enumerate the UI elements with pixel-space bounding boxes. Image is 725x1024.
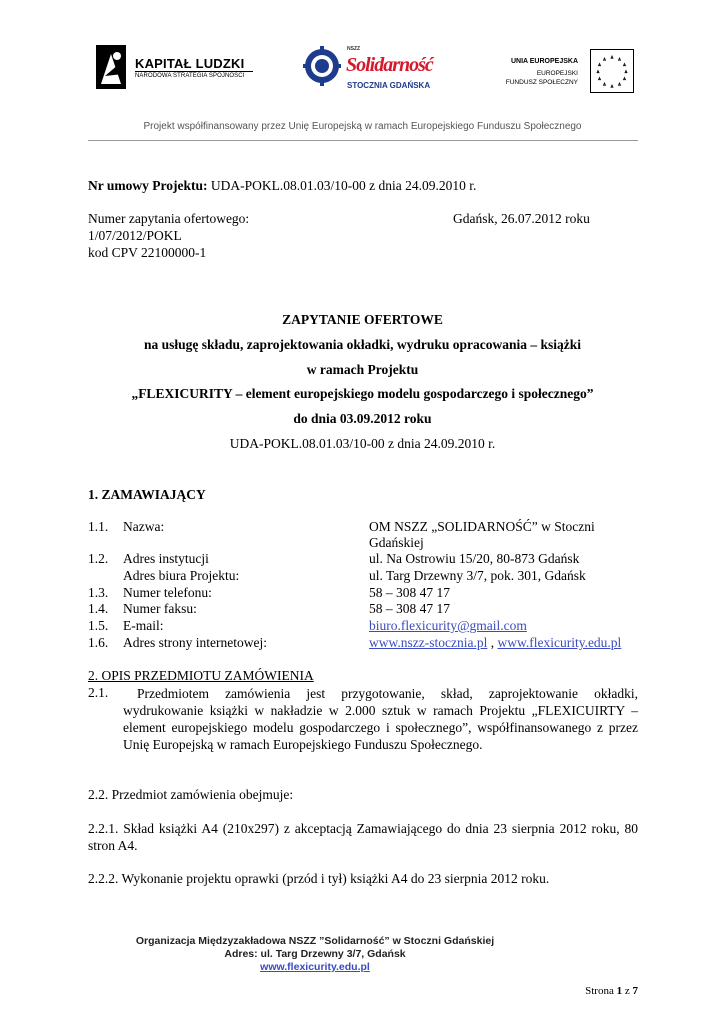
- page-prefix: Strona: [585, 985, 614, 997]
- ue-title: UNIA EUROPEJSKA: [510, 58, 578, 65]
- section1-heading: 1. ZAMAWIAJĄCY: [88, 487, 206, 502]
- footer-address: Adres: ul. Targ Drzewny 3/7, Gdańsk: [224, 948, 406, 960]
- email-link[interactable]: biuro.flexicurity@gmail.com: [369, 618, 527, 633]
- row-value: ul. Na Ostrowiu 15/20, 80-873 Gdańsk: [369, 551, 580, 566]
- solidarnosc-wordmark: Solidarność: [346, 54, 433, 76]
- row-num: 1.2.: [88, 551, 109, 566]
- website-link-flexicurity[interactable]: www.flexicurity.edu.pl: [497, 635, 622, 650]
- page-current: 1: [616, 985, 623, 997]
- place-date: Gdańsk, 26.07.2012 roku: [453, 211, 590, 226]
- row-value: 58 – 308 47 17: [369, 601, 450, 616]
- ue-subtitle-line2: FUNDUSZ SPOŁECZNY: [505, 79, 578, 86]
- row-label: Numer faksu:: [123, 601, 197, 616]
- row-num: 1.1.: [88, 519, 109, 534]
- ue-subtitle: [506, 69, 578, 87]
- row-label: Adres biura Projektu:: [123, 568, 240, 583]
- header-divider: [88, 140, 638, 141]
- eu-stars-icon: [591, 50, 633, 92]
- deadline: do dnia 03.09.2012 roku: [293, 411, 432, 426]
- kapital-ludzki-divider: [135, 71, 253, 72]
- page-total: 7: [632, 985, 638, 997]
- row-value: 58 – 308 47 17: [369, 585, 450, 600]
- solidarnosc-prefix: NSZZ: [347, 46, 361, 52]
- row-value: ul. Targ Drzewny 3/7, pok. 301, Gdańsk: [369, 568, 586, 583]
- document-title: ZAPYTANIE OFERTOWE: [282, 312, 443, 327]
- contract-label: Nr umowy Projektu:: [88, 178, 208, 193]
- paragraph-2-2-2: 2.2.2. Wykonanie projektu oprawki (przód i tył) książki A4 do 23 sierpnia 2012 roku.: [88, 871, 550, 886]
- footer-website-link[interactable]: www.flexicurity.edu.pl: [260, 961, 370, 973]
- kapital-ludzki-logo: [95, 44, 255, 92]
- paragraph-2-2-1: 2.2.1. Skład książki A4 (210x297) z akceptacją Zamawiającego do dnia 23 sierpnia 2012 roku, 80 stron A4.: [88, 821, 638, 853]
- contract-value: UDA-POKL.08.01.03/10-00 z dnia 24.09.2010 r.: [210, 178, 477, 193]
- cpv-code: kod CPV 22100000-1: [88, 245, 207, 260]
- row-num: 1.3.: [88, 585, 109, 600]
- row-label: Adres strony internetowej:: [123, 635, 267, 650]
- paragraph-num: 2.1.: [88, 685, 109, 700]
- document-subject: na usługę składu, zaprojektowania okładki, wydruku opracowania – książki: [143, 337, 582, 352]
- page-sep: z: [624, 985, 630, 997]
- row-label: Nazwa:: [123, 519, 165, 534]
- project-name: „FLEXICURITY – element europejskiego modelu gospodarczego i społecznego”: [131, 386, 594, 401]
- row-label: E-mail:: [123, 618, 164, 633]
- row-label: Numer telefonu:: [123, 585, 212, 600]
- row-value-cont: Gdańskiej: [369, 535, 424, 550]
- paragraph-2-2: 2.2. Przedmiot zamówienia obejmuje:: [88, 787, 294, 802]
- kapital-ludzki-emblem-icon: [95, 44, 131, 92]
- row-num: 1.5.: [88, 618, 109, 633]
- inquiry-label: Numer zapytania ofertowego:: [88, 211, 250, 226]
- ue-efs-logo: [489, 49, 634, 94]
- cofinancing-note: Projekt współfinansowany przez Unię Europejską w ramach Europejskiego Funduszu Społecznego: [143, 121, 582, 132]
- paragraph-2-1: Przedmiotem zamówienia jest przygotowanie, skład, zaprojektowanie okładki, wydrukowanie książki w nakładzie w 2.000 sztuk w ramach Projektu „FLEXICUIRTY – element europejskiego modelu gospodarczego i społecznego”, współfinansowanego z przez Unię Europejską w ramach Europejskiego Funduszu Społecznego.: [123, 686, 638, 752]
- row-label: Adres instytucji: [123, 551, 209, 566]
- kapital-ludzki-title: KAPITAŁ LUDZKI: [135, 56, 245, 71]
- kapital-ludzki-subtitle: NARODOWA STRATEGIA SPÓJNOŚCI: [135, 73, 245, 79]
- inquiry-number: 1/07/2012/POKL: [88, 228, 182, 243]
- section2-heading: 2. OPIS PRZEDMIOTU ZAMÓWIENIA: [88, 668, 314, 683]
- website-link-stocznia[interactable]: www.nszz-stocznia.pl: [369, 635, 488, 650]
- website-separator: ,: [490, 635, 495, 650]
- project-contract: UDA-POKL.08.01.03/10-00 z dnia 24.09.2010 r.: [229, 436, 496, 451]
- solidarnosc-logo: [303, 44, 433, 96]
- website-links: [369, 635, 621, 651]
- stocznia-gear-icon: [303, 44, 343, 92]
- footer-organization: Organizacja Międzyzakładowa NSZZ ”Solidarność” w Stoczni Gdańskiej: [135, 935, 495, 947]
- row-value: OM NSZZ „SOLIDARNOŚĆ” w Stoczni: [369, 519, 595, 534]
- project-intro: w ramach Projektu: [306, 362, 419, 377]
- eu-flag: [590, 49, 634, 93]
- solidarnosc-subtitle: STOCZNIA GDAŃSKA: [347, 81, 431, 90]
- contract-line: [88, 178, 476, 194]
- row-num: 1.4.: [88, 601, 109, 616]
- ue-subtitle-line1: EUROPEJSKI: [536, 70, 578, 77]
- page-number: [585, 985, 638, 997]
- row-num: 1.6.: [88, 635, 109, 650]
